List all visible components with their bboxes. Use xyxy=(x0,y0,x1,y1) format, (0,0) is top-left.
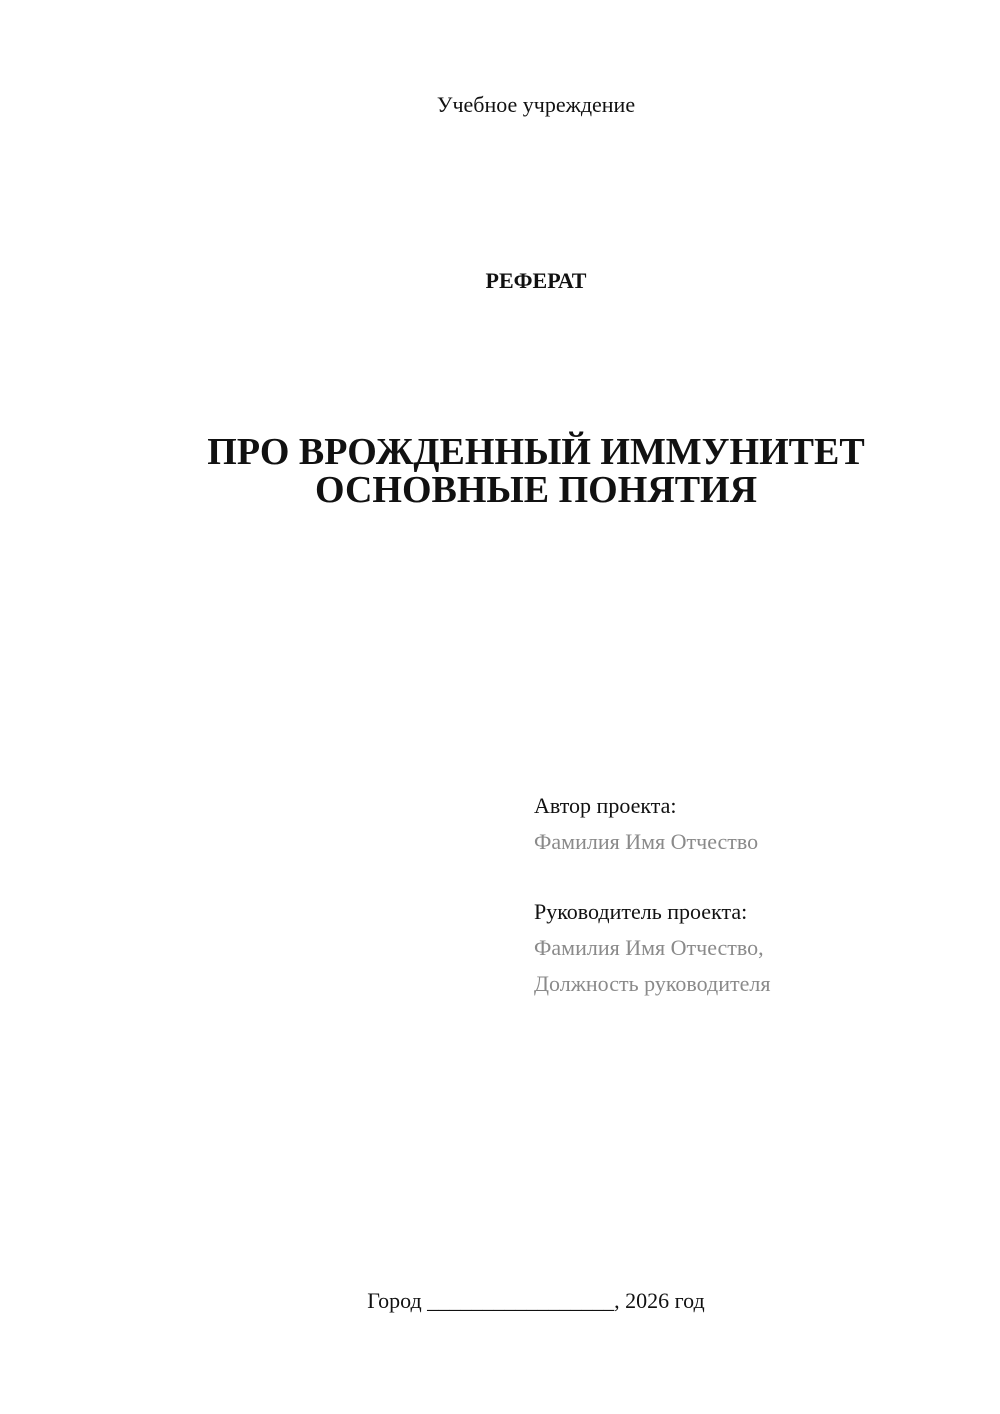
title-line-1: ПРО ВРОЖДЕННЫЙ ИММУНИТЕТ xyxy=(207,431,865,473)
institution-name: Учебное учреждение xyxy=(436,92,636,117)
city-year-line xyxy=(0,1288,1000,1314)
year-text: , 2026 год xyxy=(614,1288,705,1313)
supervisor-name: Фамилия Имя Отчество, xyxy=(534,935,764,960)
author-name: Фамилия Имя Отчество xyxy=(534,829,759,854)
supervisor-label: Руководитель проекта: xyxy=(534,899,748,924)
spacer xyxy=(534,860,770,894)
document-title xyxy=(0,433,1000,509)
city-blank: _________________ xyxy=(427,1288,615,1313)
author-label: Автор проекта: xyxy=(534,793,677,818)
document-type: РЕФЕРАТ xyxy=(485,268,587,293)
supervisor-position: Должность руководителя xyxy=(534,971,771,996)
project-info xyxy=(534,788,770,1002)
title-line-2: ОСНОВНЫЕ ПОНЯТИЯ xyxy=(314,469,758,511)
city-label: Город xyxy=(367,1288,422,1313)
